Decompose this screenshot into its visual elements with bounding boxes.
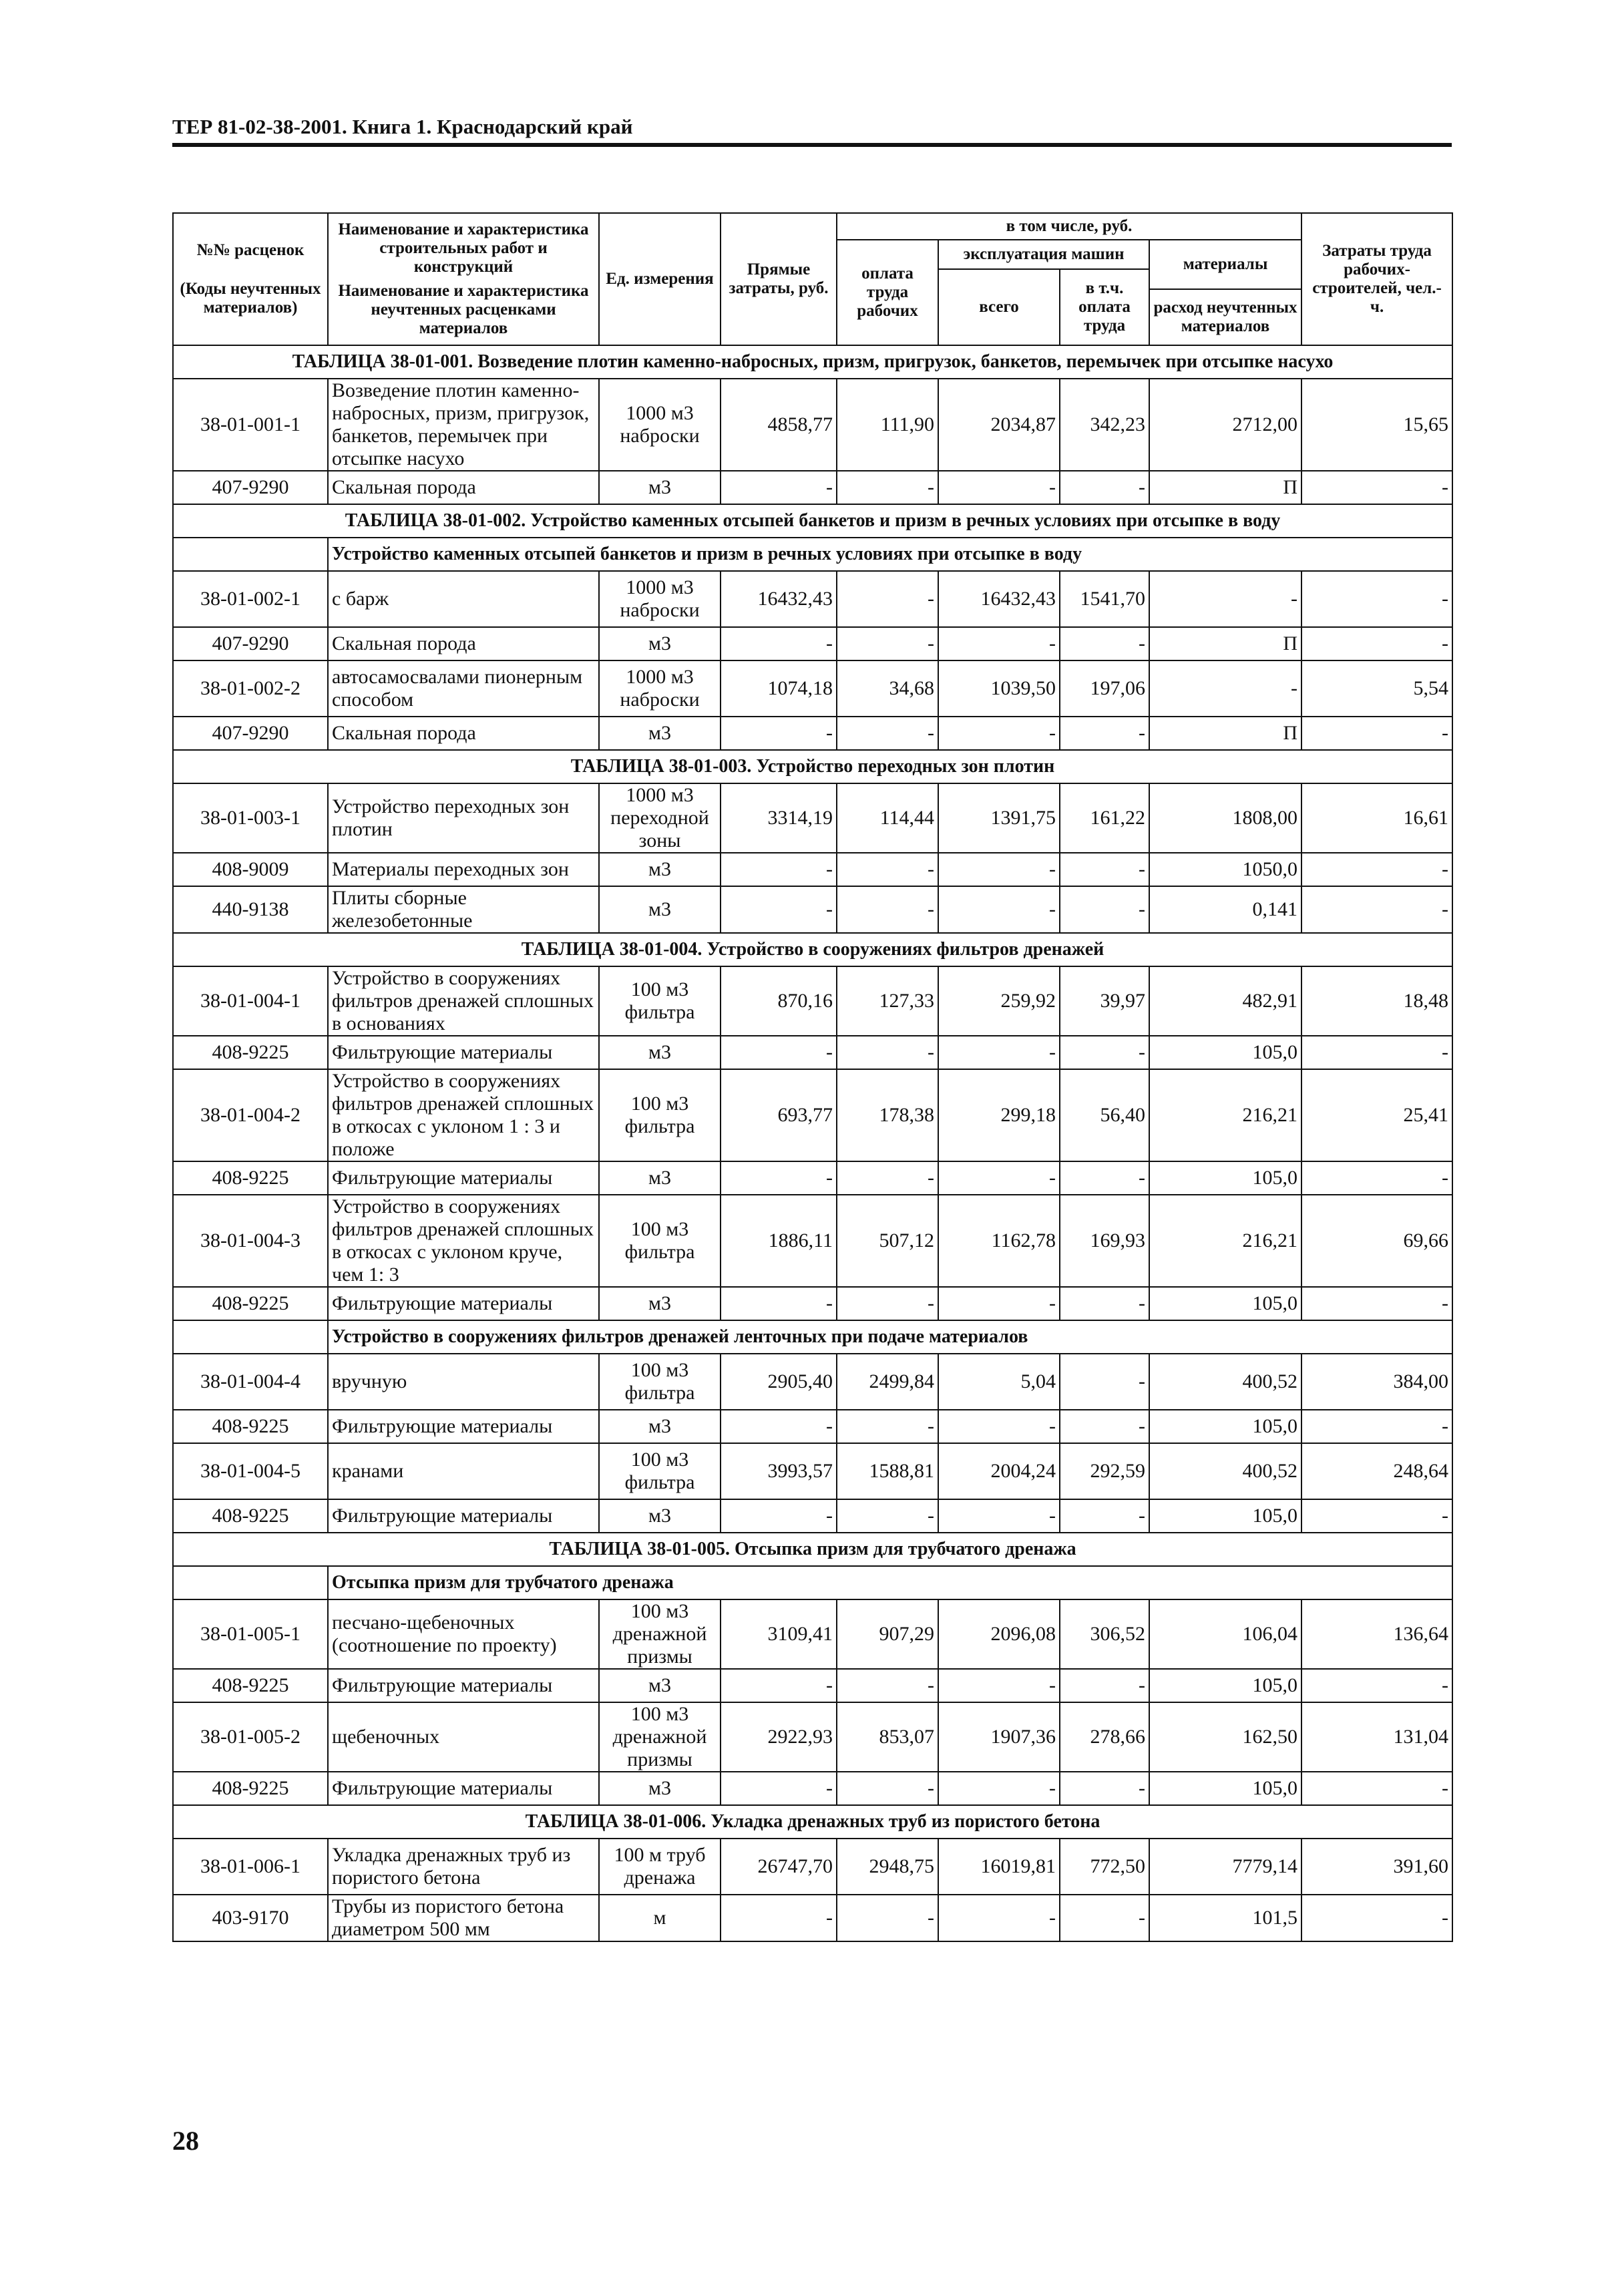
materials-cell: 400,52 <box>1149 1354 1301 1410</box>
header-name <box>328 213 599 345</box>
materials-cell: 105,0 <box>1149 1287 1301 1320</box>
unit-cell: 100 м3 фильтра <box>599 1443 721 1499</box>
table-section-title <box>173 1533 1452 1566</box>
rate-row <box>173 1702 1452 1772</box>
labor-cost-cell: 15,65 <box>1301 379 1452 471</box>
rates-table <box>172 212 1453 1942</box>
blank-cell <box>173 1566 328 1599</box>
machines-total-cell: 1907,36 <box>938 1702 1060 1772</box>
materials-cell: 105,0 <box>1149 1161 1301 1195</box>
machines-total-cell: 1162,78 <box>938 1195 1060 1287</box>
material-row <box>173 1036 1452 1069</box>
labor-cost-cell: - <box>1301 853 1452 886</box>
material-row <box>173 853 1452 886</box>
labor-cost-cell: - <box>1301 1499 1452 1533</box>
code-cell: 38-01-004-1 <box>173 966 328 1036</box>
labor-pay-cell: - <box>837 471 938 504</box>
section-title-cell: ТАБЛИЦА 38-01-001. Возведение плотин каменно-набросных, призм, пригрузок, банкетов, перемычек при отсыпке насухо <box>173 345 1452 379</box>
labor-pay-cell: 178,38 <box>837 1069 938 1161</box>
machines-pay-cell: - <box>1060 1036 1149 1069</box>
labor-cost-cell: - <box>1301 471 1452 504</box>
direct-cost-cell: - <box>721 853 837 886</box>
header-name-label: Наименование и характеристика строительных работ и конструкций <box>338 220 589 276</box>
section-title-cell: ТАБЛИЦА 38-01-006. Укладка дренажных труб из пористого бетона <box>173 1805 1452 1839</box>
machines-total-cell: 5,04 <box>938 1354 1060 1410</box>
labor-cost-cell: 131,04 <box>1301 1702 1452 1772</box>
labor-pay-cell: 127,33 <box>837 966 938 1036</box>
code-cell: 408-9225 <box>173 1772 328 1805</box>
direct-cost-cell: - <box>721 1895 837 1941</box>
machines-total-cell: - <box>938 1161 1060 1195</box>
name-cell: Фильтрующие материалы <box>328 1772 599 1805</box>
name-cell: Укладка дренажных труб из пористого бетона <box>328 1839 599 1895</box>
material-row <box>173 1669 1452 1702</box>
subsection-title-cell: Устройство в сооружениях фильтров дренажей ленточных при подаче материалов <box>328 1320 1452 1354</box>
unit-cell: м3 <box>599 1410 721 1443</box>
header-direct: Прямые затраты, руб. <box>721 213 837 345</box>
machines-total-cell: 1039,50 <box>938 660 1060 717</box>
machines-pay-cell: 772,50 <box>1060 1839 1149 1895</box>
header-name-alt-label: Наименование и характеристика неучтенных расценками материалов <box>338 282 589 337</box>
unit-cell: 1000 м3 наброски <box>599 571 721 627</box>
rate-row <box>173 1069 1452 1161</box>
materials-cell: 1050,0 <box>1149 853 1301 886</box>
header-unit: Ед. измерения <box>599 213 721 345</box>
materials-cell: П <box>1149 627 1301 660</box>
labor-cost-cell: 25,41 <box>1301 1069 1452 1161</box>
labor-cost-cell: 248,64 <box>1301 1443 1452 1499</box>
machines-total-cell: 259,92 <box>938 966 1060 1036</box>
name-cell: Фильтрующие материалы <box>328 1669 599 1702</box>
code-cell: 38-01-002-2 <box>173 660 328 717</box>
labor-pay-cell: - <box>837 627 938 660</box>
material-row <box>173 1161 1452 1195</box>
header-including: в том числе, руб. <box>837 213 1301 240</box>
labor-pay-cell: - <box>837 1161 938 1195</box>
unit-cell: 100 м3 фильтра <box>599 966 721 1036</box>
unit-cell: 100 м труб дренажа <box>599 1839 721 1895</box>
unit-cell: м <box>599 1895 721 1941</box>
header-machines-pay: в т.ч. оплата труда <box>1060 269 1149 345</box>
machines-total-cell: - <box>938 471 1060 504</box>
labor-pay-cell: 34,68 <box>837 660 938 717</box>
machines-pay-cell: - <box>1060 1287 1149 1320</box>
header-code <box>173 213 328 345</box>
name-cell: Фильтрующие материалы <box>328 1036 599 1069</box>
material-row <box>173 1287 1452 1320</box>
machines-total-cell: 1391,75 <box>938 783 1060 853</box>
labor-cost-cell: 384,00 <box>1301 1354 1452 1410</box>
direct-cost-cell: 693,77 <box>721 1069 837 1161</box>
material-row <box>173 1499 1452 1533</box>
machines-total-cell: - <box>938 717 1060 750</box>
direct-cost-cell: - <box>721 1036 837 1069</box>
direct-cost-cell: 2905,40 <box>721 1354 837 1410</box>
direct-cost-cell: - <box>721 1161 837 1195</box>
table-subsection-title <box>173 1320 1452 1354</box>
rate-row <box>173 1599 1452 1669</box>
labor-pay-cell: - <box>837 1772 938 1805</box>
direct-cost-cell: 16432,43 <box>721 571 837 627</box>
materials-cell: П <box>1149 717 1301 750</box>
page-header: ТЕР 81-02-38-2001. Книга 1. Краснодарский край <box>172 114 1452 147</box>
direct-cost-cell: - <box>721 1410 837 1443</box>
materials-cell: 482,91 <box>1149 966 1301 1036</box>
rate-row <box>173 966 1452 1036</box>
labor-cost-cell: - <box>1301 1895 1452 1941</box>
code-cell: 38-01-005-1 <box>173 1599 328 1669</box>
code-cell: 407-9290 <box>173 471 328 504</box>
subsection-title-cell: Отсыпка призм для трубчатого дренажа <box>328 1566 1452 1599</box>
labor-pay-cell: - <box>837 1895 938 1941</box>
name-cell: Скальная порода <box>328 471 599 504</box>
section-title-cell: ТАБЛИЦА 38-01-002. Устройство каменных отсыпей банкетов и призм в речных условиях при отсыпке в воду <box>173 504 1452 538</box>
labor-cost-cell: - <box>1301 627 1452 660</box>
unit-cell: м3 <box>599 1036 721 1069</box>
materials-cell: 105,0 <box>1149 1499 1301 1533</box>
machines-total-cell: - <box>938 1287 1060 1320</box>
code-cell: 408-9225 <box>173 1287 328 1320</box>
code-cell: 38-01-004-3 <box>173 1195 328 1287</box>
unit-cell: м3 <box>599 1287 721 1320</box>
name-cell: песчано-щебеночных (соотношение по проекту) <box>328 1599 599 1669</box>
section-title-cell: ТАБЛИЦА 38-01-004. Устройство в сооружениях фильтров дренажей <box>173 933 1452 966</box>
header-code-alt-label: (Коды неучтенных материалов) <box>180 280 321 317</box>
labor-pay-cell: - <box>837 853 938 886</box>
code-cell: 407-9290 <box>173 717 328 750</box>
name-cell: кранами <box>328 1443 599 1499</box>
labor-pay-cell: - <box>837 1036 938 1069</box>
machines-pay-cell: 161,22 <box>1060 783 1149 853</box>
materials-cell: - <box>1149 660 1301 717</box>
direct-cost-cell: 870,16 <box>721 966 837 1036</box>
machines-pay-cell: 306,52 <box>1060 1599 1149 1669</box>
name-cell: щебеночных <box>328 1702 599 1772</box>
rate-row <box>173 1354 1452 1410</box>
labor-pay-cell: - <box>837 571 938 627</box>
name-cell: Скальная порода <box>328 717 599 750</box>
machines-total-cell: - <box>938 853 1060 886</box>
code-cell: 38-01-006-1 <box>173 1839 328 1895</box>
name-cell: Фильтрующие материалы <box>328 1161 599 1195</box>
labor-cost-cell: 391,60 <box>1301 1839 1452 1895</box>
code-cell: 408-9225 <box>173 1499 328 1533</box>
material-row <box>173 471 1452 504</box>
labor-pay-cell: - <box>837 1499 938 1533</box>
header-code-label: №№ расценок <box>196 241 305 259</box>
unit-cell: 100 м3 фильтра <box>599 1069 721 1161</box>
machines-pay-cell: 39,97 <box>1060 966 1149 1036</box>
name-cell: Скальная порода <box>328 627 599 660</box>
labor-cost-cell: - <box>1301 1287 1452 1320</box>
machines-pay-cell: 56,40 <box>1060 1069 1149 1161</box>
machines-total-cell: 2096,08 <box>938 1599 1060 1669</box>
code-cell: 408-9225 <box>173 1669 328 1702</box>
machines-total-cell: - <box>938 1036 1060 1069</box>
header-labor: Затраты труда рабочих-строителей, чел.-ч. <box>1301 213 1452 345</box>
labor-cost-cell: - <box>1301 1036 1452 1069</box>
materials-cell: 7779,14 <box>1149 1839 1301 1895</box>
machines-pay-cell: - <box>1060 1772 1149 1805</box>
table-body <box>173 345 1452 1941</box>
machines-pay-cell: - <box>1060 627 1149 660</box>
machines-pay-cell: 278,66 <box>1060 1702 1149 1772</box>
unit-cell: 100 м3 дренажной призмы <box>599 1702 721 1772</box>
unit-cell: м3 <box>599 1161 721 1195</box>
code-cell: 38-01-005-2 <box>173 1702 328 1772</box>
code-cell: 38-01-004-2 <box>173 1069 328 1161</box>
materials-cell: 162,50 <box>1149 1702 1301 1772</box>
material-row <box>173 627 1452 660</box>
labor-pay-cell: 2499,84 <box>837 1354 938 1410</box>
labor-pay-cell: - <box>837 717 938 750</box>
table-section-title <box>173 345 1452 379</box>
machines-total-cell: 2034,87 <box>938 379 1060 471</box>
machines-pay-cell: - <box>1060 471 1149 504</box>
table-subsection-title <box>173 1566 1452 1599</box>
rate-row <box>173 379 1452 471</box>
table-subsection-title <box>173 538 1452 571</box>
table-section-title <box>173 504 1452 538</box>
code-cell: 38-01-002-1 <box>173 571 328 627</box>
unit-cell: м3 <box>599 627 721 660</box>
labor-cost-cell: 69,66 <box>1301 1195 1452 1287</box>
machines-total-cell: - <box>938 1410 1060 1443</box>
unit-cell: 1000 м3 наброски <box>599 660 721 717</box>
direct-cost-cell: - <box>721 717 837 750</box>
name-cell: с барж <box>328 571 599 627</box>
name-cell: вручную <box>328 1354 599 1410</box>
code-cell: 408-9009 <box>173 853 328 886</box>
materials-cell: - <box>1149 571 1301 627</box>
direct-cost-cell: 3993,57 <box>721 1443 837 1499</box>
machines-pay-cell: - <box>1060 1499 1149 1533</box>
unit-cell: 100 м3 фильтра <box>599 1195 721 1287</box>
machines-pay-cell: 1541,70 <box>1060 571 1149 627</box>
name-cell: Фильтрующие материалы <box>328 1499 599 1533</box>
unit-cell: м3 <box>599 471 721 504</box>
direct-cost-cell: - <box>721 1287 837 1320</box>
labor-cost-cell: - <box>1301 1669 1452 1702</box>
direct-cost-cell: 3109,41 <box>721 1599 837 1669</box>
rate-row <box>173 1195 1452 1287</box>
machines-total-cell: - <box>938 886 1060 933</box>
direct-cost-cell: - <box>721 627 837 660</box>
materials-cell: 105,0 <box>1149 1669 1301 1702</box>
name-cell: Устройство в сооружениях фильтров дренажей сплошных в откосах с уклоном 1 : 3 и положе <box>328 1069 599 1161</box>
name-cell: Материалы переходных зон <box>328 853 599 886</box>
unit-cell: 1000 м3 переходной зоны <box>599 783 721 853</box>
machines-total-cell: 16432,43 <box>938 571 1060 627</box>
name-cell: Фильтрующие материалы <box>328 1410 599 1443</box>
materials-cell: 216,21 <box>1149 1195 1301 1287</box>
subsection-title-cell: Устройство каменных отсыпей банкетов и призм в речных условиях при отсыпке в воду <box>328 538 1452 571</box>
unit-cell: м3 <box>599 717 721 750</box>
labor-cost-cell: - <box>1301 571 1452 627</box>
section-title-cell: ТАБЛИЦА 38-01-003. Устройство переходных зон плотин <box>173 750 1452 783</box>
labor-cost-cell: - <box>1301 886 1452 933</box>
labor-cost-cell: 16,61 <box>1301 783 1452 853</box>
material-row <box>173 886 1452 933</box>
labor-cost-cell: 136,64 <box>1301 1599 1452 1669</box>
name-cell: Устройство в сооружениях фильтров дренажей сплошных в откосах с уклоном круче, чем 1: 3 <box>328 1195 599 1287</box>
labor-pay-cell: 111,90 <box>837 379 938 471</box>
machines-total-cell: - <box>938 627 1060 660</box>
machines-pay-cell: - <box>1060 1410 1149 1443</box>
header-labor-pay: оплата труда рабочих <box>837 240 938 345</box>
code-cell: 38-01-003-1 <box>173 783 328 853</box>
machines-total-cell: 299,18 <box>938 1069 1060 1161</box>
labor-pay-cell: - <box>837 1669 938 1702</box>
direct-cost-cell: 3314,19 <box>721 783 837 853</box>
unit-cell: м3 <box>599 1772 721 1805</box>
machines-pay-cell: - <box>1060 1161 1149 1195</box>
unit-cell: 100 м3 фильтра <box>599 1354 721 1410</box>
direct-cost-cell: 2922,93 <box>721 1702 837 1772</box>
unit-cell: м3 <box>599 853 721 886</box>
direct-cost-cell: 1074,18 <box>721 660 837 717</box>
blank-cell <box>173 538 328 571</box>
name-cell: Плиты сборные железобетонные <box>328 886 599 933</box>
unit-cell: м3 <box>599 1669 721 1702</box>
section-title-cell: ТАБЛИЦА 38-01-005. Отсыпка призм для трубчатого дренажа <box>173 1533 1452 1566</box>
labor-pay-cell: 507,12 <box>837 1195 938 1287</box>
machines-total-cell: - <box>938 1669 1060 1702</box>
code-cell: 38-01-004-5 <box>173 1443 328 1499</box>
labor-pay-cell: - <box>837 886 938 933</box>
labor-pay-cell: 1588,81 <box>837 1443 938 1499</box>
labor-pay-cell: - <box>837 1410 938 1443</box>
code-cell: 403-9170 <box>173 1895 328 1941</box>
page-number: 28 <box>172 2126 199 2156</box>
labor-cost-cell: 5,54 <box>1301 660 1452 717</box>
code-cell: 38-01-001-1 <box>173 379 328 471</box>
materials-cell: 0,141 <box>1149 886 1301 933</box>
materials-cell: 105,0 <box>1149 1772 1301 1805</box>
materials-cell: 2712,00 <box>1149 379 1301 471</box>
labor-pay-cell: 114,44 <box>837 783 938 853</box>
table-header <box>173 213 1452 345</box>
machines-pay-cell: 292,59 <box>1060 1443 1149 1499</box>
name-cell: Фильтрующие материалы <box>328 1287 599 1320</box>
labor-cost-cell: - <box>1301 1410 1452 1443</box>
labor-cost-cell: - <box>1301 1161 1452 1195</box>
material-row <box>173 1772 1452 1805</box>
rate-row <box>173 571 1452 627</box>
name-cell: автосамосвалами пионерным способом <box>328 660 599 717</box>
name-cell: Устройство переходных зон плотин <box>328 783 599 853</box>
materials-cell: 1808,00 <box>1149 783 1301 853</box>
code-cell: 440-9138 <box>173 886 328 933</box>
machines-pay-cell: 342,23 <box>1060 379 1149 471</box>
materials-cell: 400,52 <box>1149 1443 1301 1499</box>
labor-cost-cell: - <box>1301 1772 1452 1805</box>
machines-total-cell: - <box>938 1895 1060 1941</box>
header-materials-sub: расход неучтенных материалов <box>1149 289 1301 345</box>
name-cell: Возведение плотин каменно-набросных, призм, пригрузок, банкетов, перемычек при отсыпке насухо <box>328 379 599 471</box>
machines-pay-cell: 197,06 <box>1060 660 1149 717</box>
machines-pay-cell: - <box>1060 1354 1149 1410</box>
rate-row <box>173 783 1452 853</box>
direct-cost-cell: 26747,70 <box>721 1839 837 1895</box>
material-row <box>173 1410 1452 1443</box>
material-row <box>173 717 1452 750</box>
labor-pay-cell: 853,07 <box>837 1702 938 1772</box>
rate-row <box>173 1443 1452 1499</box>
code-cell: 408-9225 <box>173 1161 328 1195</box>
table-section-title <box>173 933 1452 966</box>
unit-cell: м3 <box>599 886 721 933</box>
code-cell: 38-01-004-4 <box>173 1354 328 1410</box>
name-cell: Устройство в сооружениях фильтров дренажей сплошных в основаниях <box>328 966 599 1036</box>
blank-cell <box>173 1320 328 1354</box>
unit-cell: 100 м3 дренажной призмы <box>599 1599 721 1669</box>
labor-cost-cell: 18,48 <box>1301 966 1452 1036</box>
machines-total-cell: - <box>938 1772 1060 1805</box>
labor-pay-cell: 907,29 <box>837 1599 938 1669</box>
rate-row <box>173 660 1452 717</box>
direct-cost-cell: - <box>721 1669 837 1702</box>
code-cell: 408-9225 <box>173 1410 328 1443</box>
direct-cost-cell: - <box>721 1772 837 1805</box>
machines-total-cell: 16019,81 <box>938 1839 1060 1895</box>
table-section-title <box>173 750 1452 783</box>
machines-total-cell: 2004,24 <box>938 1443 1060 1499</box>
machines-pay-cell: - <box>1060 886 1149 933</box>
table-section-title <box>173 1805 1452 1839</box>
materials-cell: 105,0 <box>1149 1036 1301 1069</box>
direct-cost-cell: 1886,11 <box>721 1195 837 1287</box>
materials-cell: 101,5 <box>1149 1895 1301 1941</box>
materials-cell: 105,0 <box>1149 1410 1301 1443</box>
code-cell: 408-9225 <box>173 1036 328 1069</box>
machines-pay-cell: - <box>1060 1669 1149 1702</box>
labor-pay-cell: - <box>837 1287 938 1320</box>
labor-pay-cell: 2948,75 <box>837 1839 938 1895</box>
header-machines-total: всего <box>938 269 1060 345</box>
materials-cell: 106,04 <box>1149 1599 1301 1669</box>
direct-cost-cell: - <box>721 1499 837 1533</box>
materials-cell: П <box>1149 471 1301 504</box>
code-cell: 407-9290 <box>173 627 328 660</box>
machines-pay-cell: - <box>1060 853 1149 886</box>
machines-pay-cell: - <box>1060 1895 1149 1941</box>
rate-row <box>173 1839 1452 1895</box>
material-row <box>173 1895 1452 1941</box>
direct-cost-cell: 4858,77 <box>721 379 837 471</box>
name-cell: Трубы из пористого бетона диаметром 500 мм <box>328 1895 599 1941</box>
header-materials: материалы <box>1149 240 1301 289</box>
unit-cell: 1000 м3 наброски <box>599 379 721 471</box>
machines-pay-cell: 169,93 <box>1060 1195 1149 1287</box>
unit-cell: м3 <box>599 1499 721 1533</box>
machines-pay-cell: - <box>1060 717 1149 750</box>
direct-cost-cell: - <box>721 471 837 504</box>
labor-cost-cell: - <box>1301 717 1452 750</box>
direct-cost-cell: - <box>721 886 837 933</box>
materials-cell: 216,21 <box>1149 1069 1301 1161</box>
machines-total-cell: - <box>938 1499 1060 1533</box>
header-machines: эксплуатация машин <box>938 240 1149 269</box>
